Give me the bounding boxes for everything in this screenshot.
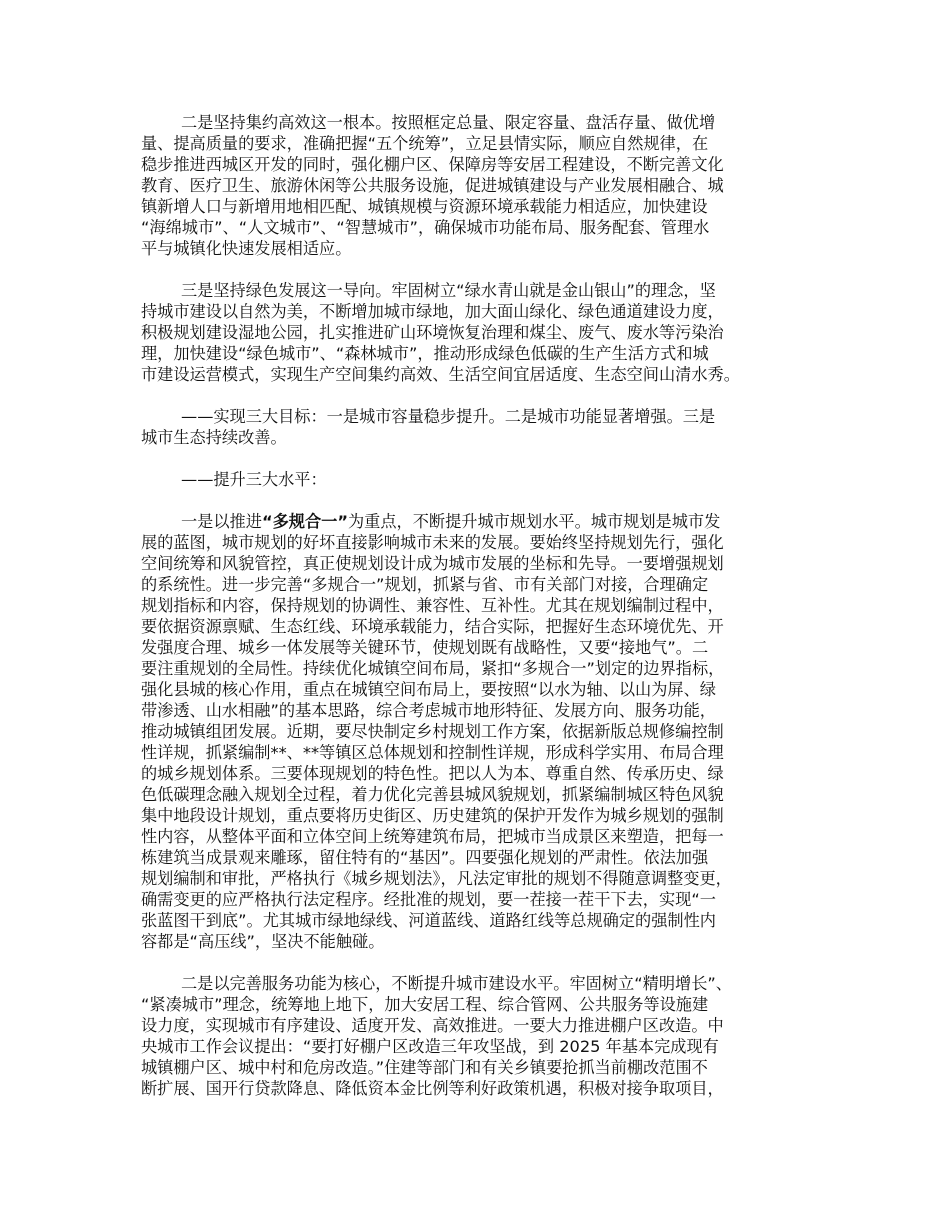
text-line: 栋建筑当成景观来雕琢，留住特有的“基因”。四要强化规划的严肃性。依法加强: [141, 848, 709, 867]
text-line: ——提升三大水平：: [181, 470, 327, 489]
text-line: 二是以完善服务功能为核心，不断提升城市建设水平。牢固树立“精明增长”、: [181, 974, 732, 993]
text-line: 量、提高质量的要求，准确把握“五个统筹”，立足县情实际，顺应自然规律，在: [141, 134, 709, 153]
text-line: 积极规划建设湿地公园，扎实推进矿山环境恢复治理和煤尘、废气、废水等污染治: [141, 323, 724, 342]
paragraph: [141, 280, 824, 385]
text-line: 集中地段设计规划，重点要将历史街区、历史建筑的保护开发作为城乡规划的强制: [141, 806, 724, 825]
text-line: 稳步推进西城区开发的同时，强化棚户区、保障房等安居工程建设，不断完善文化: [141, 155, 724, 174]
text-line: 性详规，抓紧编制**、**等镇区总体规划和控制性详规，形成科学实用、布局合理: [141, 743, 724, 762]
text-line: ——实现三大目标：一是城市容量稳步提升。二是城市功能显著增强。三是: [181, 407, 716, 426]
text-line: 的城乡规划体系。三要体现规划的特色性。把以人为本、尊重自然、传承历史、绿: [141, 764, 724, 783]
paragraph-gap: [141, 490, 824, 511]
text-line: 展的蓝图，城市规划的好坏直接影响城市未来的发展。要始终坚持规划先行，强化: [141, 533, 724, 552]
text-line: 推动城镇组团发展。近期，要尽快制定乡村规划工作方案，依据新版总规修编控制: [141, 722, 724, 741]
text-line: 断扩展、国开行贷款降息、降低资本金比例等利好政策机遇，积极对接争取项目，: [141, 1079, 724, 1098]
paragraph: [141, 973, 824, 1099]
paragraph: [141, 406, 824, 448]
paragraph: [141, 469, 824, 490]
text-run: 为重点，不断提升城市规划水平。城市规划是城市发: [347, 512, 721, 531]
text-line: 确需变更的应严格执行法定程序。经批准的规划，要一茬接一茬干下去，实现“一: [141, 890, 716, 909]
paragraph-gap: [141, 952, 824, 973]
text-line: 强化县城的核心作用，重点在城镇空间布局上，要按照“以水为轴、以山为屏、绿: [141, 680, 716, 699]
text-line: 理，加快建设“绿色城市”、“森林城市”，推动形成绿色低碳的生产生活方式和城: [141, 344, 709, 363]
text-line: 色低碳理念融入规划全过程，着力优化完善县城风貌规划，抓紧编制城区特色风貌: [141, 785, 724, 804]
text-line: 央城市工作会议提出：“要打好棚户区改造三年攻坚战，到 2025 年基本完成现有: [141, 1037, 719, 1056]
text-line: 平与城镇化快速发展相适应。: [141, 239, 352, 258]
paragraph-gap: [141, 448, 824, 469]
text-line: [141, 511, 824, 532]
paragraph: [141, 511, 824, 952]
text-line: “海绵城市”、“人文城市”、“智慧城市”，确保城市功能布局、服务配套、管理水: [141, 218, 710, 237]
text-line: 要注重规划的全局性。持续优化城镇空间布局，紧扣“多规合一”划定的边界指标，: [141, 659, 725, 678]
text-line: 镇新增人口与新增用地相匹配、城镇规模与资源环境承载能力相适应，加快建设: [141, 197, 708, 216]
text-line: 性内容，从整体平面和立体空间上统筹建筑布局，把城市当成景区来塑造，把每一: [141, 827, 724, 846]
document-body: [141, 112, 824, 1099]
paragraph: [141, 112, 824, 259]
text-line: 城市生态持续改善。: [141, 428, 287, 447]
text-line: 带渗透、山水相融”的基本思路，综合考虑城市地形特征、发展方向、服务功能，: [141, 701, 716, 720]
text-line: 发强度合理、城乡一体发展等关键环节，使规划既有战略性，又要“接地气”。二: [141, 638, 709, 657]
text-line: 教育、医疗卫生、旅游休闲等公共服务设施，促进城镇建设与产业发展相融合、城: [141, 176, 724, 195]
text-line: “紧凑城市”理念，统筹地上地下，加大安居工程、综合管网、公共服务等设施建: [141, 995, 709, 1014]
paragraph-gap: [141, 385, 824, 406]
text-line: 二是坚持集约高效这一根本。按照框定总量、限定容量、盘活存量、做优增: [181, 113, 716, 132]
text-line: 三是坚持绿色发展这一导向。牢固树立“绿水青山就是金山银山”的理念，坚: [181, 281, 716, 300]
text-line: 设力度，实现城市有序建设、适度开发、高效推进。一要大力推进棚户区改造。中: [141, 1016, 724, 1035]
text-line: 张蓝图干到底”。尤其城市绿地绿线、河道蓝线、道路红线等总规确定的强制性内: [141, 911, 716, 930]
text-run: 一是以推进: [181, 512, 262, 531]
bold-term: “多规合一”: [261, 512, 348, 531]
text-line: 的系统性。进一步完善“多规合一”规划，抓紧与省、市有关部门对接，合理确定: [141, 575, 709, 594]
text-line: 市建设运营模式，实现生产空间集约高效、生活空间宜居适度、生态空间山清水秀。: [141, 365, 740, 384]
paragraph-gap: [141, 259, 824, 280]
text-line: 规划编制和审批，严格执行《城乡规划法》，凡法定审批的规划不得随意调整变更，: [141, 869, 732, 888]
text-line: 要依据资源禀赋、生态红线、环境承载能力，结合实际，把握好生态环境优先、开: [141, 617, 724, 636]
text-line: 持城市建设以自然为美，不断增加城市绿地，加大面山绿化、绿色通道建设力度，: [141, 302, 724, 321]
text-line: 城镇棚户区、城中村和危房改造。”住建等部门和有关乡镇要抢抓当前棚改范围不: [141, 1058, 708, 1077]
text-line: 容都是“高压线”，坚决不能触碰。: [141, 932, 385, 951]
text-line: 规划指标和内容，保持规划的协调性、兼容性、互补性。尤其在规划编制过程中，: [141, 596, 724, 615]
text-line: 空间统筹和风貌管控，真正使规划设计成为城市发展的坐标和先导。一要增强规划: [141, 554, 724, 573]
